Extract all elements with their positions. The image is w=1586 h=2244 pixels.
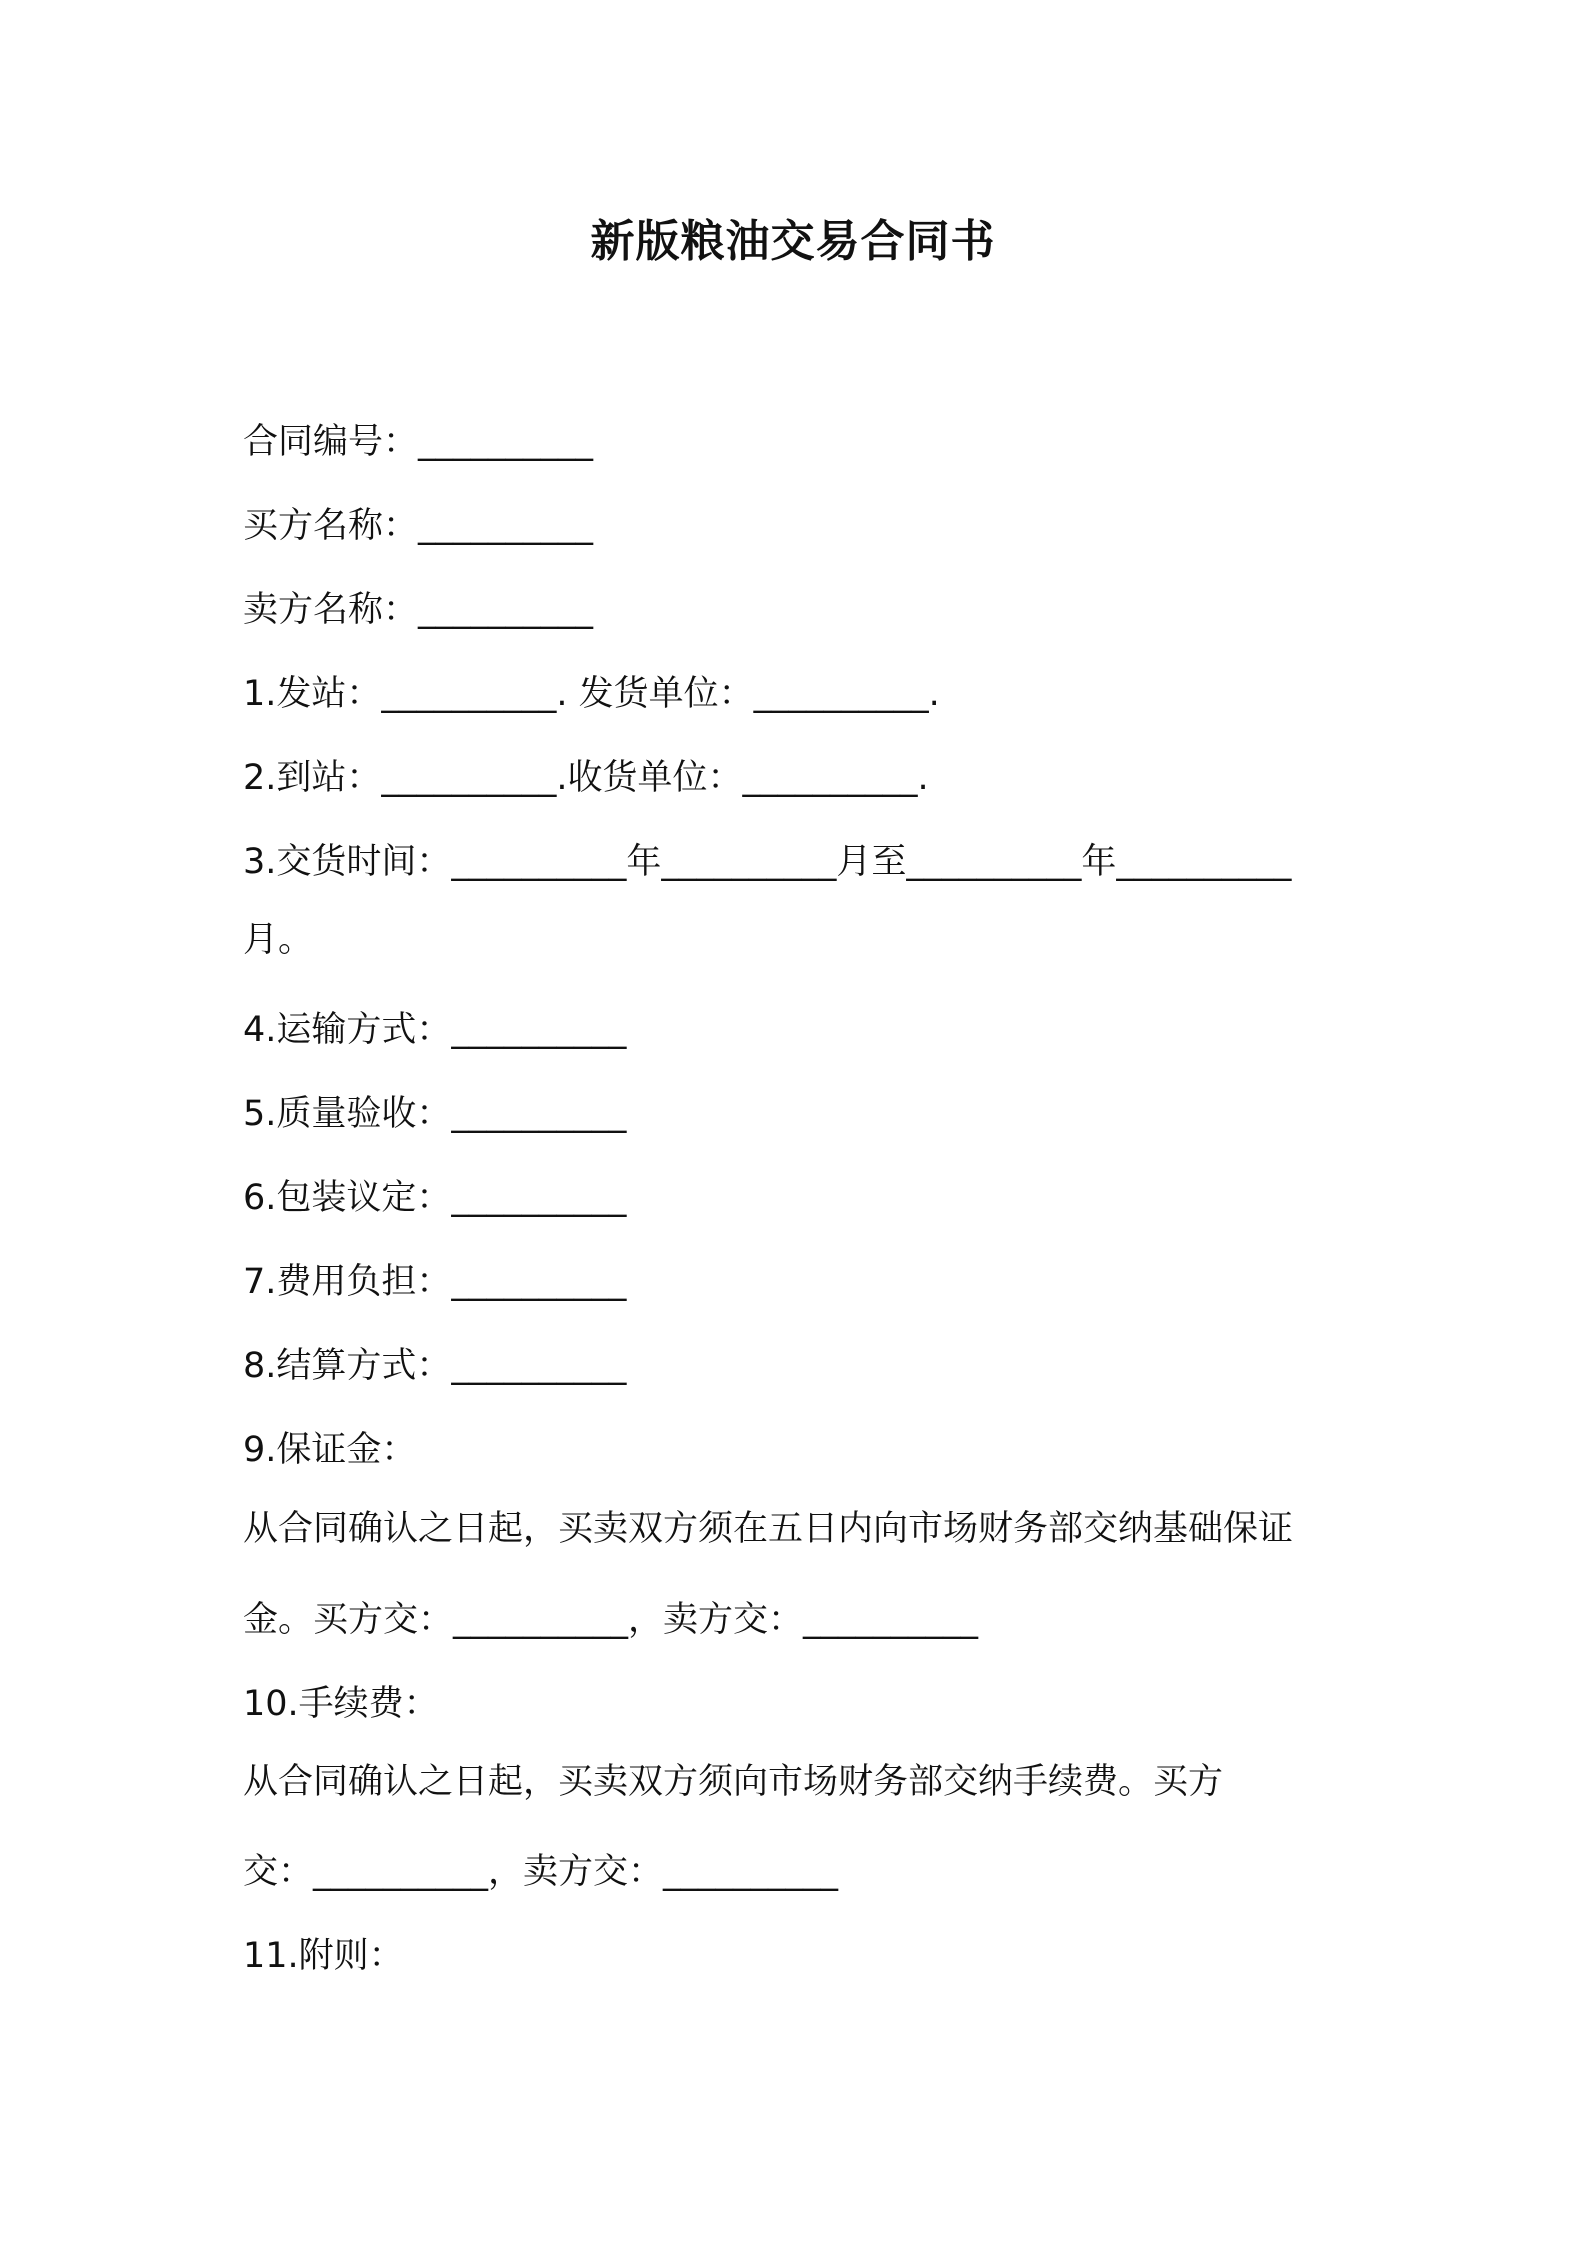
clause-10-fee-heading: 10.手续费： [243, 1684, 439, 1724]
seller-name-line: 卖方名称：__________ [243, 590, 594, 630]
clause-10-fee-text: 从合同确认之日起，买卖双方须向市场财务部交纳手续费。买方 [243, 1762, 1224, 1802]
buyer-name-line: 买方名称：__________ [243, 506, 594, 546]
clause-10-fee-text-continued: 交：__________，卖方交：__________ [243, 1852, 839, 1892]
clause-7-cost-bearing: 7.费用负担：__________ [243, 1262, 627, 1302]
clause-11-supplementary-heading: 11.附则： [243, 1936, 404, 1976]
clause-3-delivery-time: 3.交货时间：__________年__________月至__________年__________ [243, 842, 1292, 882]
clause-1-departure-station: 1.发站：__________. 发货单位：__________. [243, 674, 940, 714]
clause-8-settlement-method: 8.结算方式：__________ [243, 1346, 627, 1386]
clause-9-deposit-text-continued: 金。买方交：__________，卖方交：__________ [243, 1600, 979, 1640]
contract-number-line: 合同编号：__________ [243, 422, 594, 462]
clause-2-arrival-station: 2.到站：__________.收货单位：__________. [243, 758, 929, 798]
clause-3-delivery-time-continued: 月。 [243, 920, 314, 960]
clause-6-packaging: 6.包装议定：__________ [243, 1178, 627, 1218]
clause-9-deposit-heading: 9.保证金： [243, 1430, 417, 1470]
clause-4-transport-method: 4.运输方式：__________ [243, 1010, 627, 1050]
document-title: 新版粮油交易合同书 [590, 216, 996, 267]
clause-5-quality-inspection: 5.质量验收：__________ [243, 1094, 627, 1134]
clause-9-deposit-text: 从合同确认之日起，买卖双方须在五日内向市场财务部交纳基础保证 [243, 1509, 1294, 1549]
